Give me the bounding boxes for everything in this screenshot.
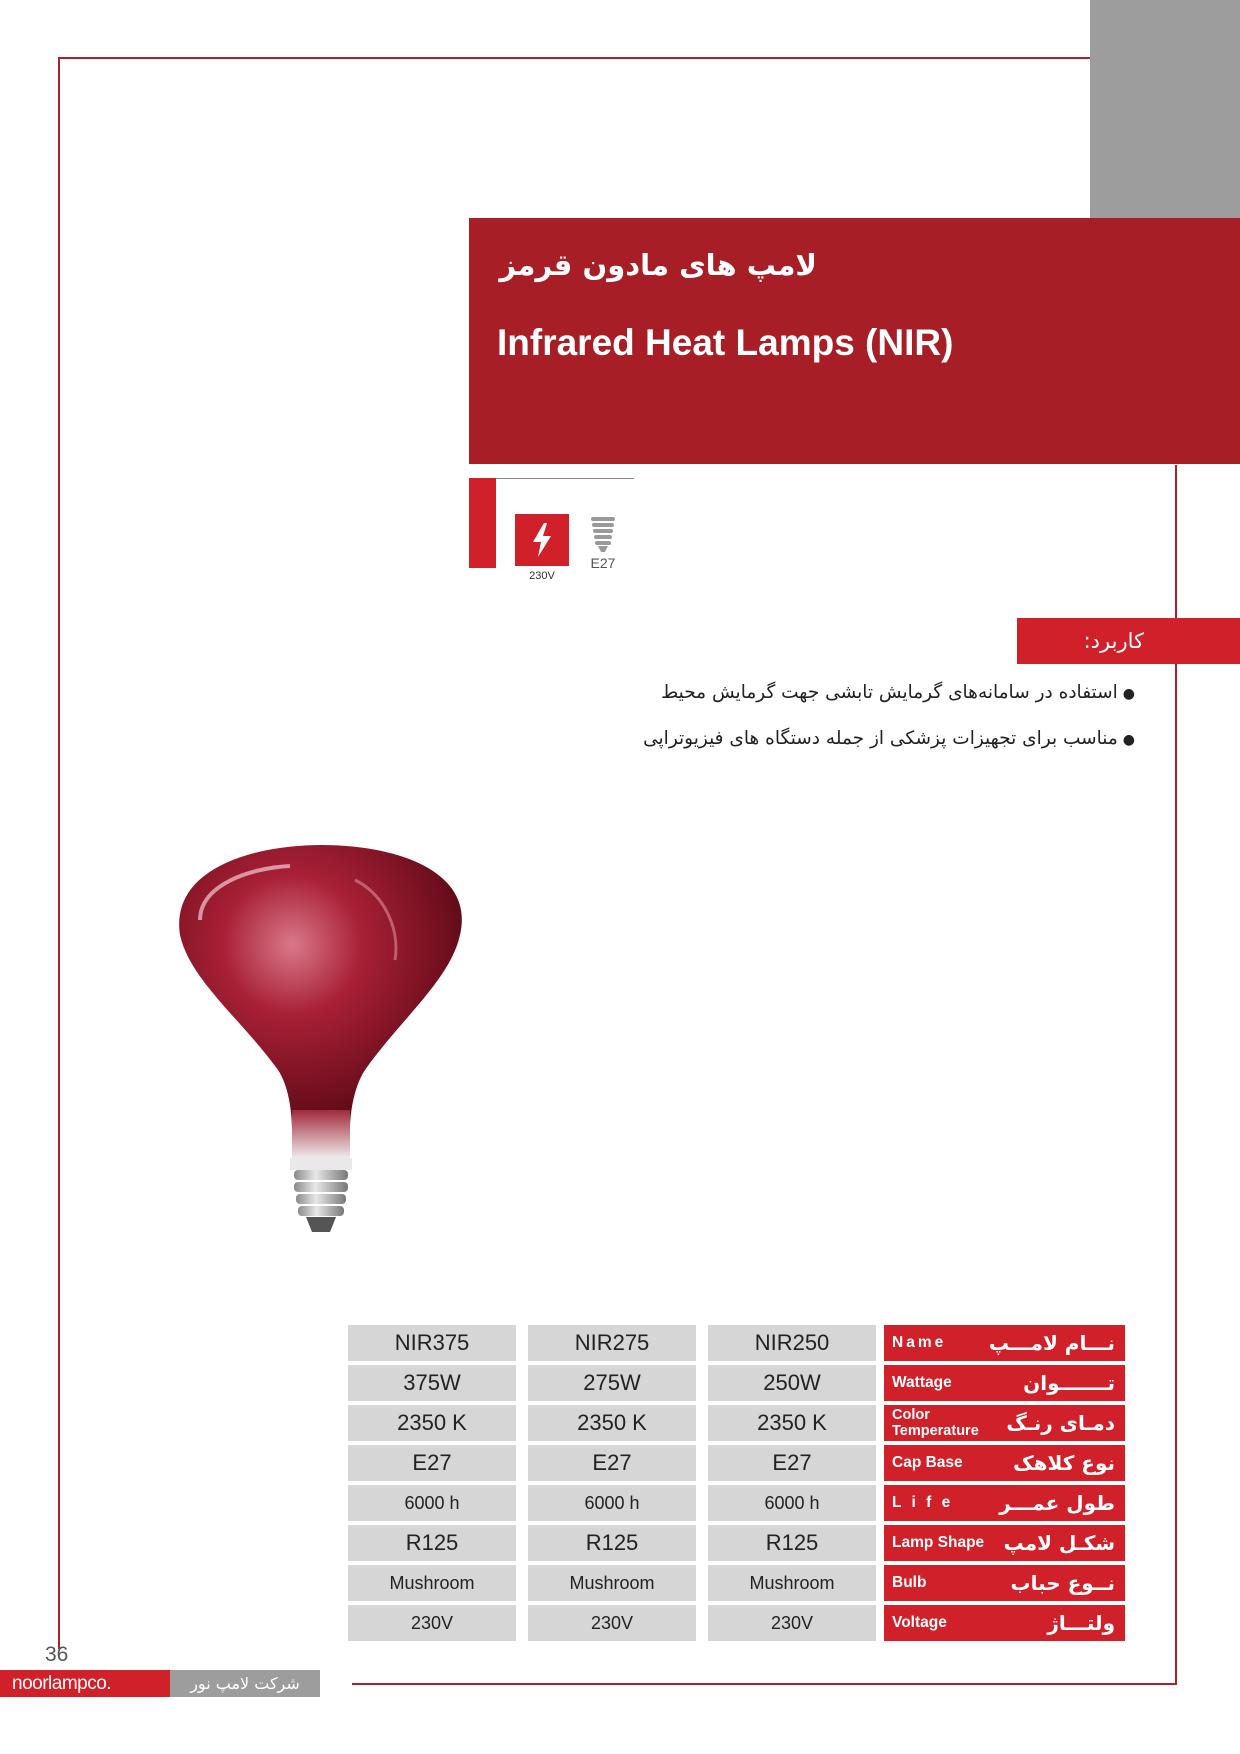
row-label-english: Wattage	[892, 1374, 952, 1391]
table-cell: 375W	[348, 1365, 516, 1401]
row-label-persian: طول عمـــر	[999, 1491, 1115, 1515]
table-row-label	[884, 1325, 1125, 1361]
table-cell: 230V	[348, 1605, 516, 1641]
table-cell: 250W	[708, 1365, 876, 1401]
table-cell: 2350 K	[528, 1405, 696, 1441]
table-cell: R125	[708, 1525, 876, 1561]
table-cell: 6000 h	[708, 1485, 876, 1521]
row-label-english: Voltage	[892, 1614, 947, 1631]
table-row-label	[884, 1405, 1125, 1441]
table-cell: 6000 h	[528, 1485, 696, 1521]
voltage-label: 230V	[529, 570, 555, 582]
gray-corner-tab	[1090, 0, 1240, 218]
page-number: 36	[45, 1643, 69, 1666]
table-cell: E27	[528, 1445, 696, 1481]
row-label-english: Cap Base	[892, 1454, 963, 1471]
row-label-english: Color Temperature	[892, 1407, 979, 1439]
table-cell: 275W	[528, 1365, 696, 1401]
frame-line-left	[58, 57, 60, 1649]
table-row-label	[884, 1365, 1125, 1401]
row-label-persian: ولتـــاژ	[1047, 1611, 1115, 1635]
table-cell: R125	[528, 1525, 696, 1561]
table-row-label	[884, 1525, 1125, 1561]
table-cell: NIR250	[708, 1325, 876, 1361]
spec-accent-bar	[469, 478, 496, 568]
usage-list	[600, 670, 1135, 762]
page-title-persian: لامپ های مادون قرمز	[499, 248, 817, 282]
list-item: ●استفاده در سامانه‌های گرمایش تابشی جهت گرمایش محیط	[661, 682, 1135, 703]
row-label-persian: شکـل لامپ	[1003, 1531, 1115, 1555]
usage-heading: کاربرد:	[1017, 618, 1240, 664]
table-cell: 230V	[708, 1605, 876, 1641]
lightning-icon	[515, 514, 569, 566]
frame-line-top	[58, 57, 1090, 59]
table-cell: E27	[348, 1445, 516, 1481]
list-item: ●مناسب برای تجهیزات پزشکی از جمله دستگاه های فیزیوتراپی	[643, 728, 1135, 749]
table-cell: NIR375	[348, 1325, 516, 1361]
table-row-label	[884, 1445, 1125, 1481]
brand-logo: noorlampco.	[0, 1670, 170, 1697]
row-label-persian: نوع کلاهک	[1013, 1451, 1115, 1475]
table-cell: 6000 h	[348, 1485, 516, 1521]
table-cell: NIR275	[528, 1325, 696, 1361]
table-row-label	[884, 1605, 1125, 1641]
row-label-persian: نـــام لامـــپ	[988, 1331, 1115, 1355]
row-label-english: Name	[892, 1334, 947, 1351]
table-row-label	[884, 1565, 1125, 1601]
row-label-persian: تـــــــوان	[1023, 1371, 1115, 1395]
row-label-english: Lamp Shape	[892, 1534, 985, 1551]
frame-line-bottom	[352, 1683, 1177, 1685]
table-cell: Mushroom	[528, 1565, 696, 1601]
table-cell: E27	[708, 1445, 876, 1481]
table-cell: 2350 K	[348, 1405, 516, 1441]
table-cell: Mushroom	[708, 1565, 876, 1601]
row-label-persian: دمـای رنـگ	[1006, 1411, 1115, 1435]
row-label-persian: نــوع حباب	[1010, 1571, 1115, 1595]
row-label-english: Bulb	[892, 1574, 927, 1591]
bullet-icon: ●	[1122, 732, 1135, 748]
table-cell: Mushroom	[348, 1565, 516, 1601]
table-row-label	[884, 1485, 1125, 1521]
bullet-icon: ●	[1122, 686, 1135, 702]
lamp-base-icon	[588, 515, 618, 555]
table-cell: R125	[348, 1525, 516, 1561]
cap-label: E27	[590, 555, 616, 571]
table-cell: 2350 K	[708, 1405, 876, 1441]
row-label-english: L i f e	[892, 1494, 954, 1511]
page-title-english: Infrared Heat Lamps (NIR)	[497, 322, 954, 363]
brand-logo-persian: شرکت لامپ نور	[170, 1670, 320, 1697]
spec-divider	[496, 478, 634, 479]
infrared-lamp-image	[170, 840, 475, 1240]
table-cell: 230V	[528, 1605, 696, 1641]
